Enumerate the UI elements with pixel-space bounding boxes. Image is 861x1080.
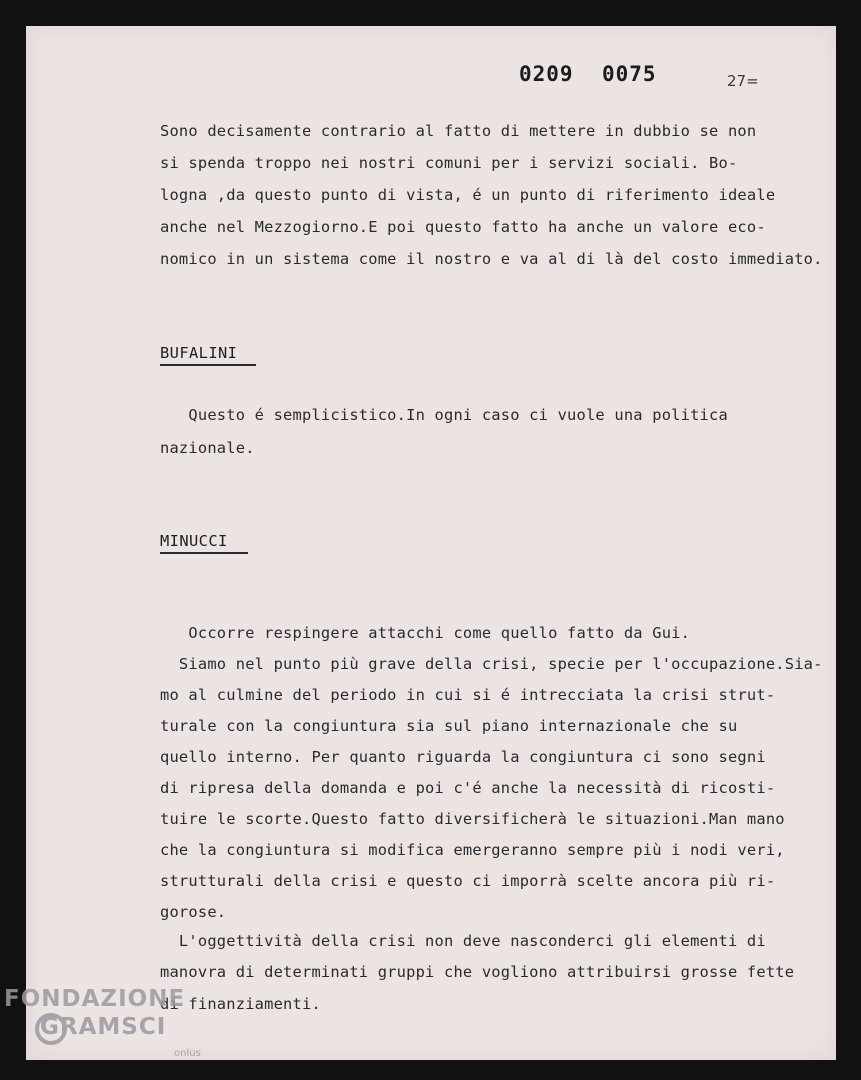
speaker-underline [160,364,256,366]
speaker-heading: MINUCCI [160,532,228,550]
text-line: anche nel Mezzogiorno.E poi questo fatto ha anche un valore eco- [160,218,766,236]
text-line: nazionale. [160,439,255,457]
text-line: di ripresa della domanda e poi c'é anche la necessità di ricosti- [160,779,776,797]
speaker-underline [160,552,248,554]
text-line: strutturali della crisi e questo ci imporrà scelte ancora più ri- [160,872,776,890]
fondazione-gramsci-watermark [4,986,234,1080]
text-line: Occorre respingere attacchi come quello fatto da Gui. [160,624,691,642]
text-line: turale con la congiuntura sia sul piano internazionale che su [160,717,738,735]
text-line: gorose. [160,903,227,921]
document-page [26,26,836,1060]
text-line: tuire le scorte.Questo fatto diversificherà le situazioni.Man mano [160,810,785,828]
text-line: si spenda troppo nei nostri comuni per i servizi sociali. Bo- [160,154,738,172]
text-line: nomico in un sistema come il nostro e va al di là del costo immediato. [160,250,823,268]
text-line: mo al culmine del periodo in cui si é intrecciata la crisi strut- [160,686,776,704]
text-line: quello interno. Per quanto riguarda la congiuntura ci sono segni [160,748,766,766]
text-line: manovra di determinati gruppi che vogliono attribuirsi grosse fette [160,963,795,981]
text-line: di finanziamenti. [160,995,321,1013]
watermark-line1: FONDAZIONE [4,986,186,1012]
watermark-line2: GRAMSCI [40,1014,167,1040]
speaker-heading: BUFALINI [160,344,238,362]
archive-ref-left: 0209 [519,62,574,86]
text-line: Sono decisamente contrario al fatto di mettere in dubbio se non [160,122,757,140]
text-line: Siamo nel punto più grave della crisi, specie per l'occupazione.Sia- [160,655,823,673]
page-number: 27= [727,72,759,90]
text-line: logna ,da questo punto di vista, é un punto di riferimento ideale [160,186,776,204]
text-line: che la congiuntura si modifica emergeranno sempre più i nodi veri, [160,841,785,859]
archive-ref-right: 0075 [602,62,657,86]
text-line: Questo é semplicistico.In ogni caso ci vuole una politica [160,406,728,424]
watermark-sub: onlus [174,1048,201,1059]
text-line: L'oggettività della crisi non deve nasconderci gli elementi di [160,932,766,950]
